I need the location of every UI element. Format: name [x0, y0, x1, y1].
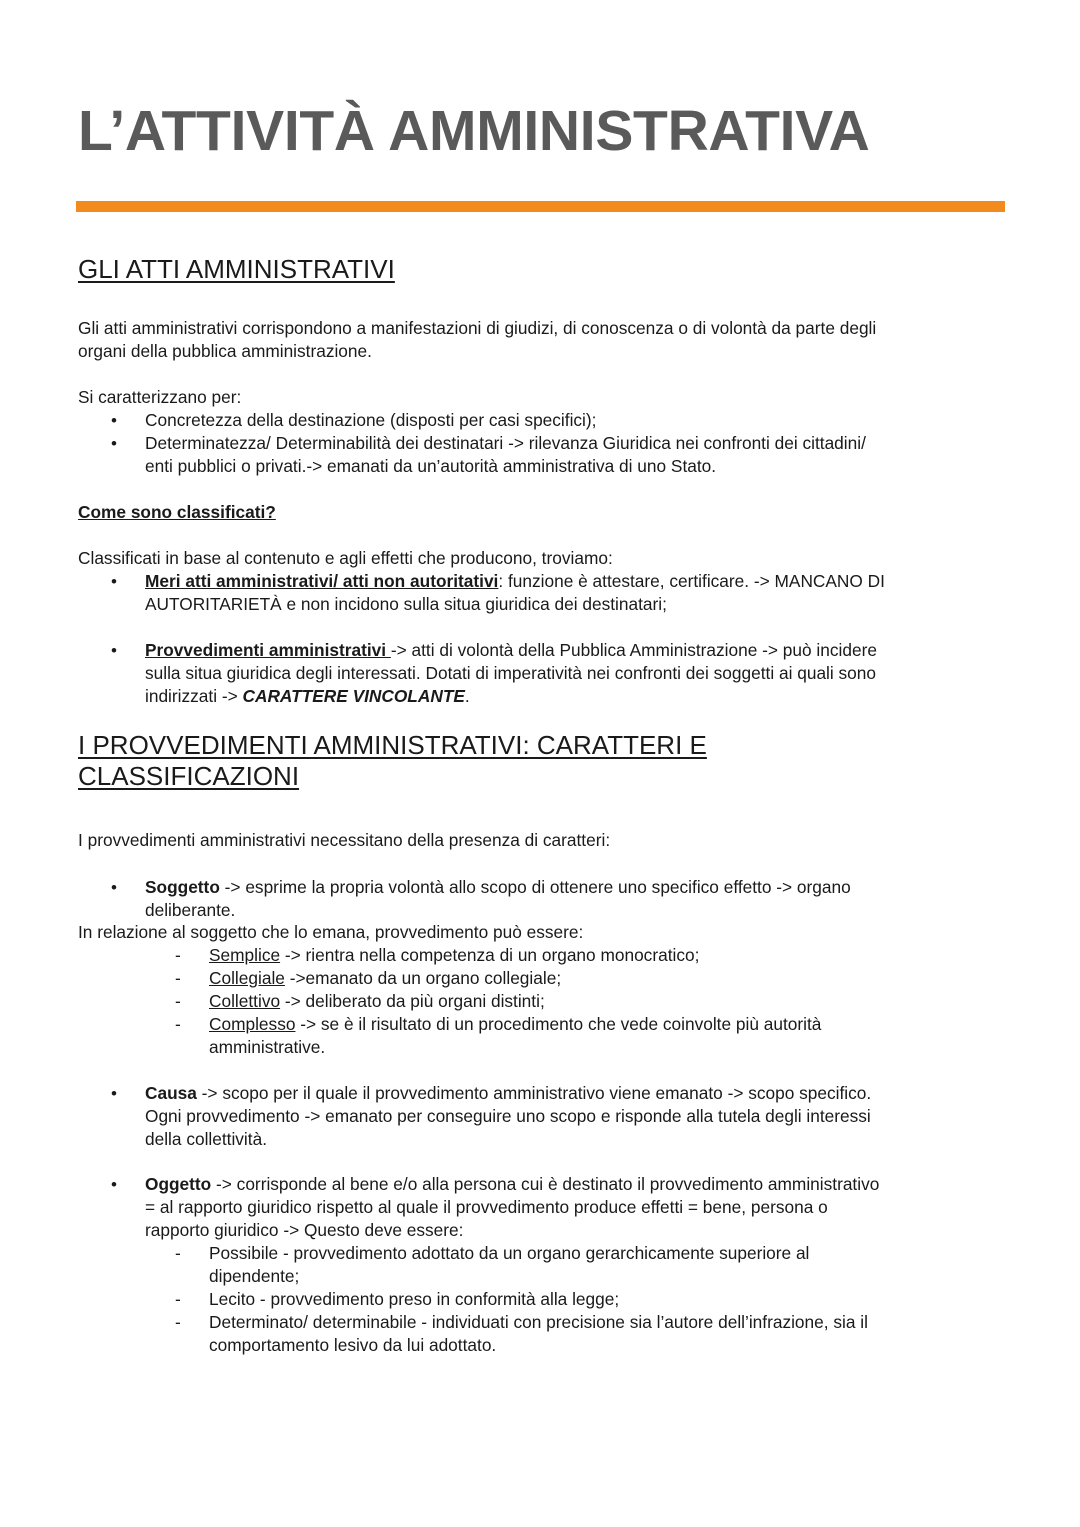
- text-line: ->emanato da un organo collegiale;: [284, 968, 562, 988]
- list-item-soggetto: [145, 876, 1005, 922]
- list-item: [145, 570, 1005, 616]
- list-item: [145, 639, 1005, 708]
- sub-list-item: [209, 1242, 999, 1288]
- term: Provvedimenti amministrativi: [145, 640, 391, 660]
- heading-line: CLASSIFICAZIONI: [78, 761, 300, 791]
- term: Oggetto: [145, 1174, 212, 1194]
- sub-list-item: [209, 990, 999, 1013]
- list-item-causa: [145, 1082, 1005, 1151]
- text-line: Determinatezza/ Determinabilità dei destinatari -> rilevanza Giuridica nei confronti dei cittadini/: [145, 433, 866, 453]
- text-line: = al rapporto giuridico rispetto al quale il provvedimento produce effetti = bene, persona o: [145, 1197, 828, 1217]
- term: Causa: [145, 1083, 197, 1103]
- text-line: comportamento lesivo da lui adottato.: [209, 1335, 497, 1355]
- text-line: -> esprime la propria volontà allo scopo di ottenere uno specifico effetto -> organo: [219, 877, 851, 897]
- sub-list-item: [209, 1013, 999, 1059]
- text-line: organi della pubblica amministrazione.: [78, 341, 372, 361]
- text-line: -> scopo per il quale il provvedimento amministrativo viene emanato -> scopo specifico.: [196, 1083, 872, 1103]
- paragraph: [78, 317, 1008, 363]
- paragraph-lead: In relazione al soggetto che lo emana, provvedimento può essere:: [78, 922, 584, 942]
- paragraph-lead: Si caratterizzano per:: [78, 387, 242, 407]
- term: Collegiale: [209, 968, 285, 988]
- text-line: Possibile - provvedimento adottato da un organo gerarchicamente superiore al: [209, 1243, 810, 1263]
- text-line: -> atti di volontà della Pubblica Amministrazione -> può incidere: [390, 640, 877, 660]
- term: Soggetto: [145, 877, 220, 897]
- list-item-oggetto: [145, 1173, 1005, 1242]
- sub-list-item: [209, 1311, 999, 1357]
- term: Meri atti amministrativi/ atti non autoritativi: [145, 571, 499, 591]
- list-item: [145, 432, 1005, 478]
- text-line: -> deliberato da più organi distinti;: [280, 991, 545, 1011]
- text-line: indirizzati ->: [145, 686, 243, 706]
- text-line: deliberante.: [145, 900, 236, 920]
- text-line: -> corrisponde al bene e/o alla persona cui è destinato il provvedimento amministrativo: [211, 1174, 880, 1194]
- sub-list-item: [209, 944, 999, 967]
- text-line: della collettività.: [145, 1129, 267, 1149]
- heading-line: I PROVVEDIMENTI AMMINISTRATIVI: CARATTERI E: [78, 730, 707, 760]
- term: Collettivo: [209, 991, 281, 1011]
- text-line: Determinato/ determinabile - individuati con precisione sia l’autore dell’infrazione, sia il: [209, 1312, 868, 1332]
- text-line: Gli atti amministrativi corrispondono a manifestazioni di giudizi, di conoscenza o di volontà da parte degli: [78, 318, 877, 338]
- text-line: -> se è il risultato di un procedimento che vede coinvolte più autorità: [295, 1014, 822, 1034]
- text-line: rapporto giuridico -> Questo deve essere:: [145, 1220, 464, 1240]
- text-line: AUTORITARIETÀ e non incidono sulla situa giuridica dei destinatari;: [145, 594, 667, 614]
- subheading-classificati: Come sono classificati?: [78, 502, 276, 522]
- sub-list-item: [209, 967, 999, 990]
- sub-list-item: - Lecito - provvedimento preso in conformità alla legge;: [209, 1288, 999, 1311]
- term: Semplice: [209, 945, 281, 965]
- paragraph-lead: I provvedimenti amministrativi necessitano della presenza di caratteri:: [78, 830, 611, 850]
- text-line: sulla situa giuridica degli interessati. Dotati di imperatività nei confronti dei soggetti ai quali sono: [145, 663, 877, 683]
- section-heading-provvedimenti: [78, 730, 707, 792]
- text-line: -> rientra nella competenza di un organo monocratico;: [280, 945, 700, 965]
- text-line: dipendente;: [209, 1266, 300, 1286]
- emphasis: CARATTERE VINCOLANTE: [242, 686, 465, 706]
- text-line: : funzione è attestare, certificare. -> MANCANO DI: [498, 571, 885, 591]
- text-line: enti pubblici o privati.-> emanati da un’autorità amministrativa di uno Stato.: [145, 456, 717, 476]
- title-divider: [76, 201, 1005, 212]
- term: Complesso: [209, 1014, 296, 1034]
- text-line: amministrative.: [209, 1037, 326, 1057]
- text-line: Ogni provvedimento -> emanato per conseguire uno scopo e risponde alla tutela degli interessi: [145, 1106, 871, 1126]
- page-title: L’ATTIVITÀ AMMINISTRATIVA: [78, 99, 870, 163]
- section-heading-atti: GLI ATTI AMMINISTRATIVI: [78, 254, 395, 284]
- text-line: .: [464, 686, 470, 706]
- list-item: • Concretezza della destinazione (disposti per casi specifici);: [145, 409, 1005, 432]
- paragraph-lead: Classificati in base al contenuto e agli effetti che producono, troviamo:: [78, 548, 613, 568]
